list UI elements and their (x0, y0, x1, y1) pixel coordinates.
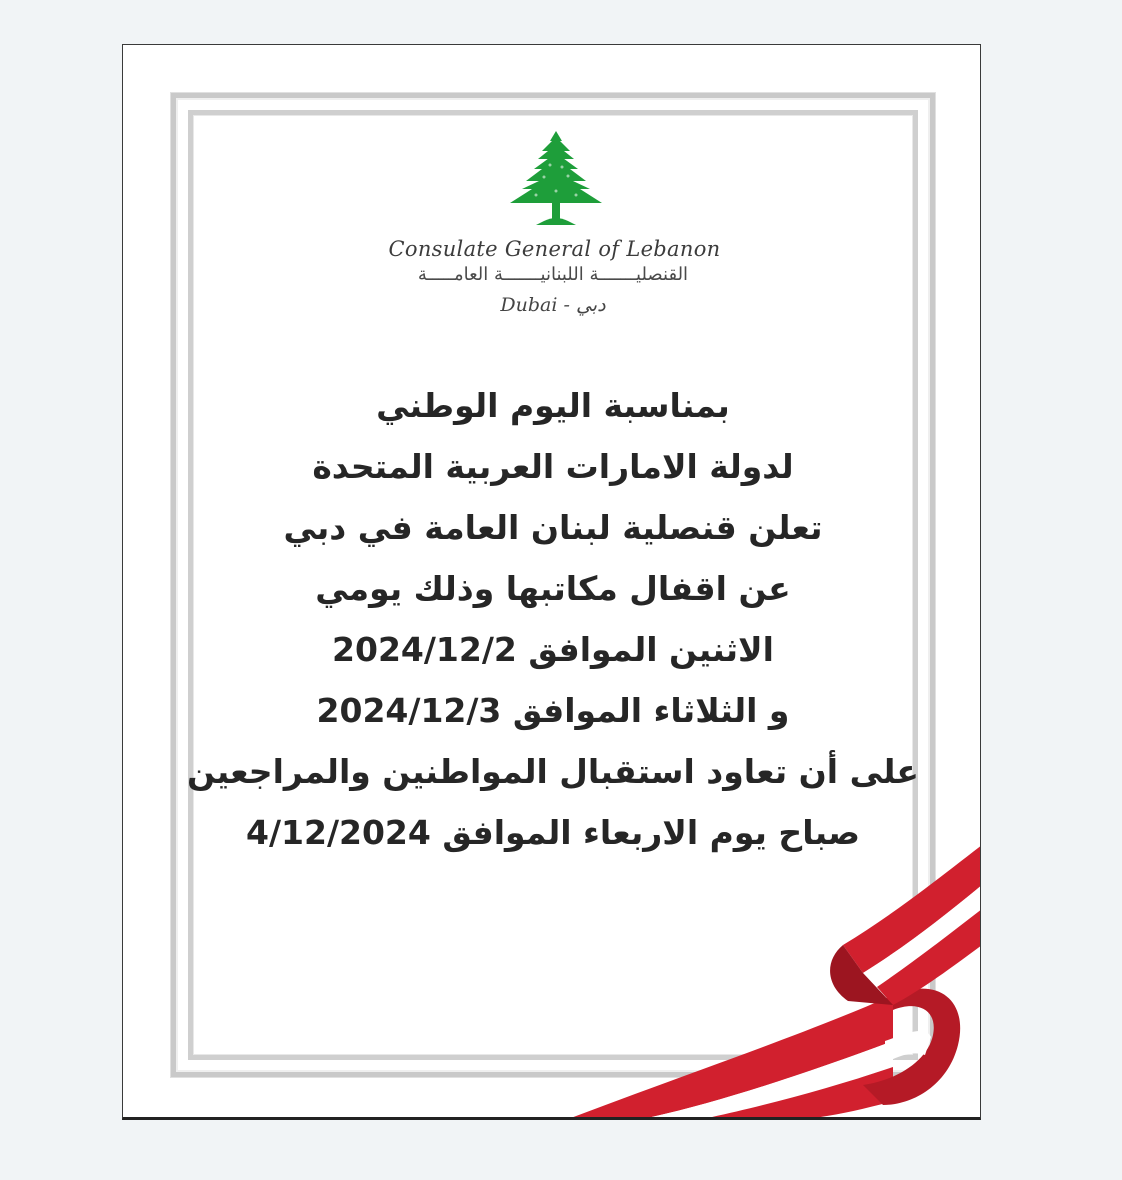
announcement-line: الاثنين الموافق 2024/12/2 (332, 630, 774, 669)
announcement-line: تعلن قنصلية لبنان العامة في دبي (283, 508, 823, 547)
announcement-line: على أن تعاود استقبال المواطنين والمراجعين (187, 752, 919, 791)
announcement-line: لدولة الامارات العربية المتحدة (312, 447, 794, 486)
announcement-page (122, 44, 981, 1120)
announcement-line: بمناسبة اليوم الوطني (376, 386, 730, 425)
lebanese-flag-ribbon-icon (563, 805, 981, 1120)
announcement-line: و الثلاثاء الموافق 2024/12/3 (316, 691, 790, 730)
announcement-line: عن اقفال مكاتبها وذلك يومي (315, 569, 791, 608)
announcement-line: صباح يوم الاربعاء الموافق 4/12/2024 (246, 813, 860, 852)
consulate-logo (123, 131, 981, 331)
consulate-name-english: Consulate General of Lebanon (388, 237, 721, 261)
city-name: Dubai - دبي (500, 294, 606, 316)
announcement-text (123, 375, 981, 863)
cedar-tree-icon (506, 131, 606, 227)
consulate-name-arabic: القنصليـــــــة اللبنانيـــــــة العامـــــة (417, 264, 689, 285)
